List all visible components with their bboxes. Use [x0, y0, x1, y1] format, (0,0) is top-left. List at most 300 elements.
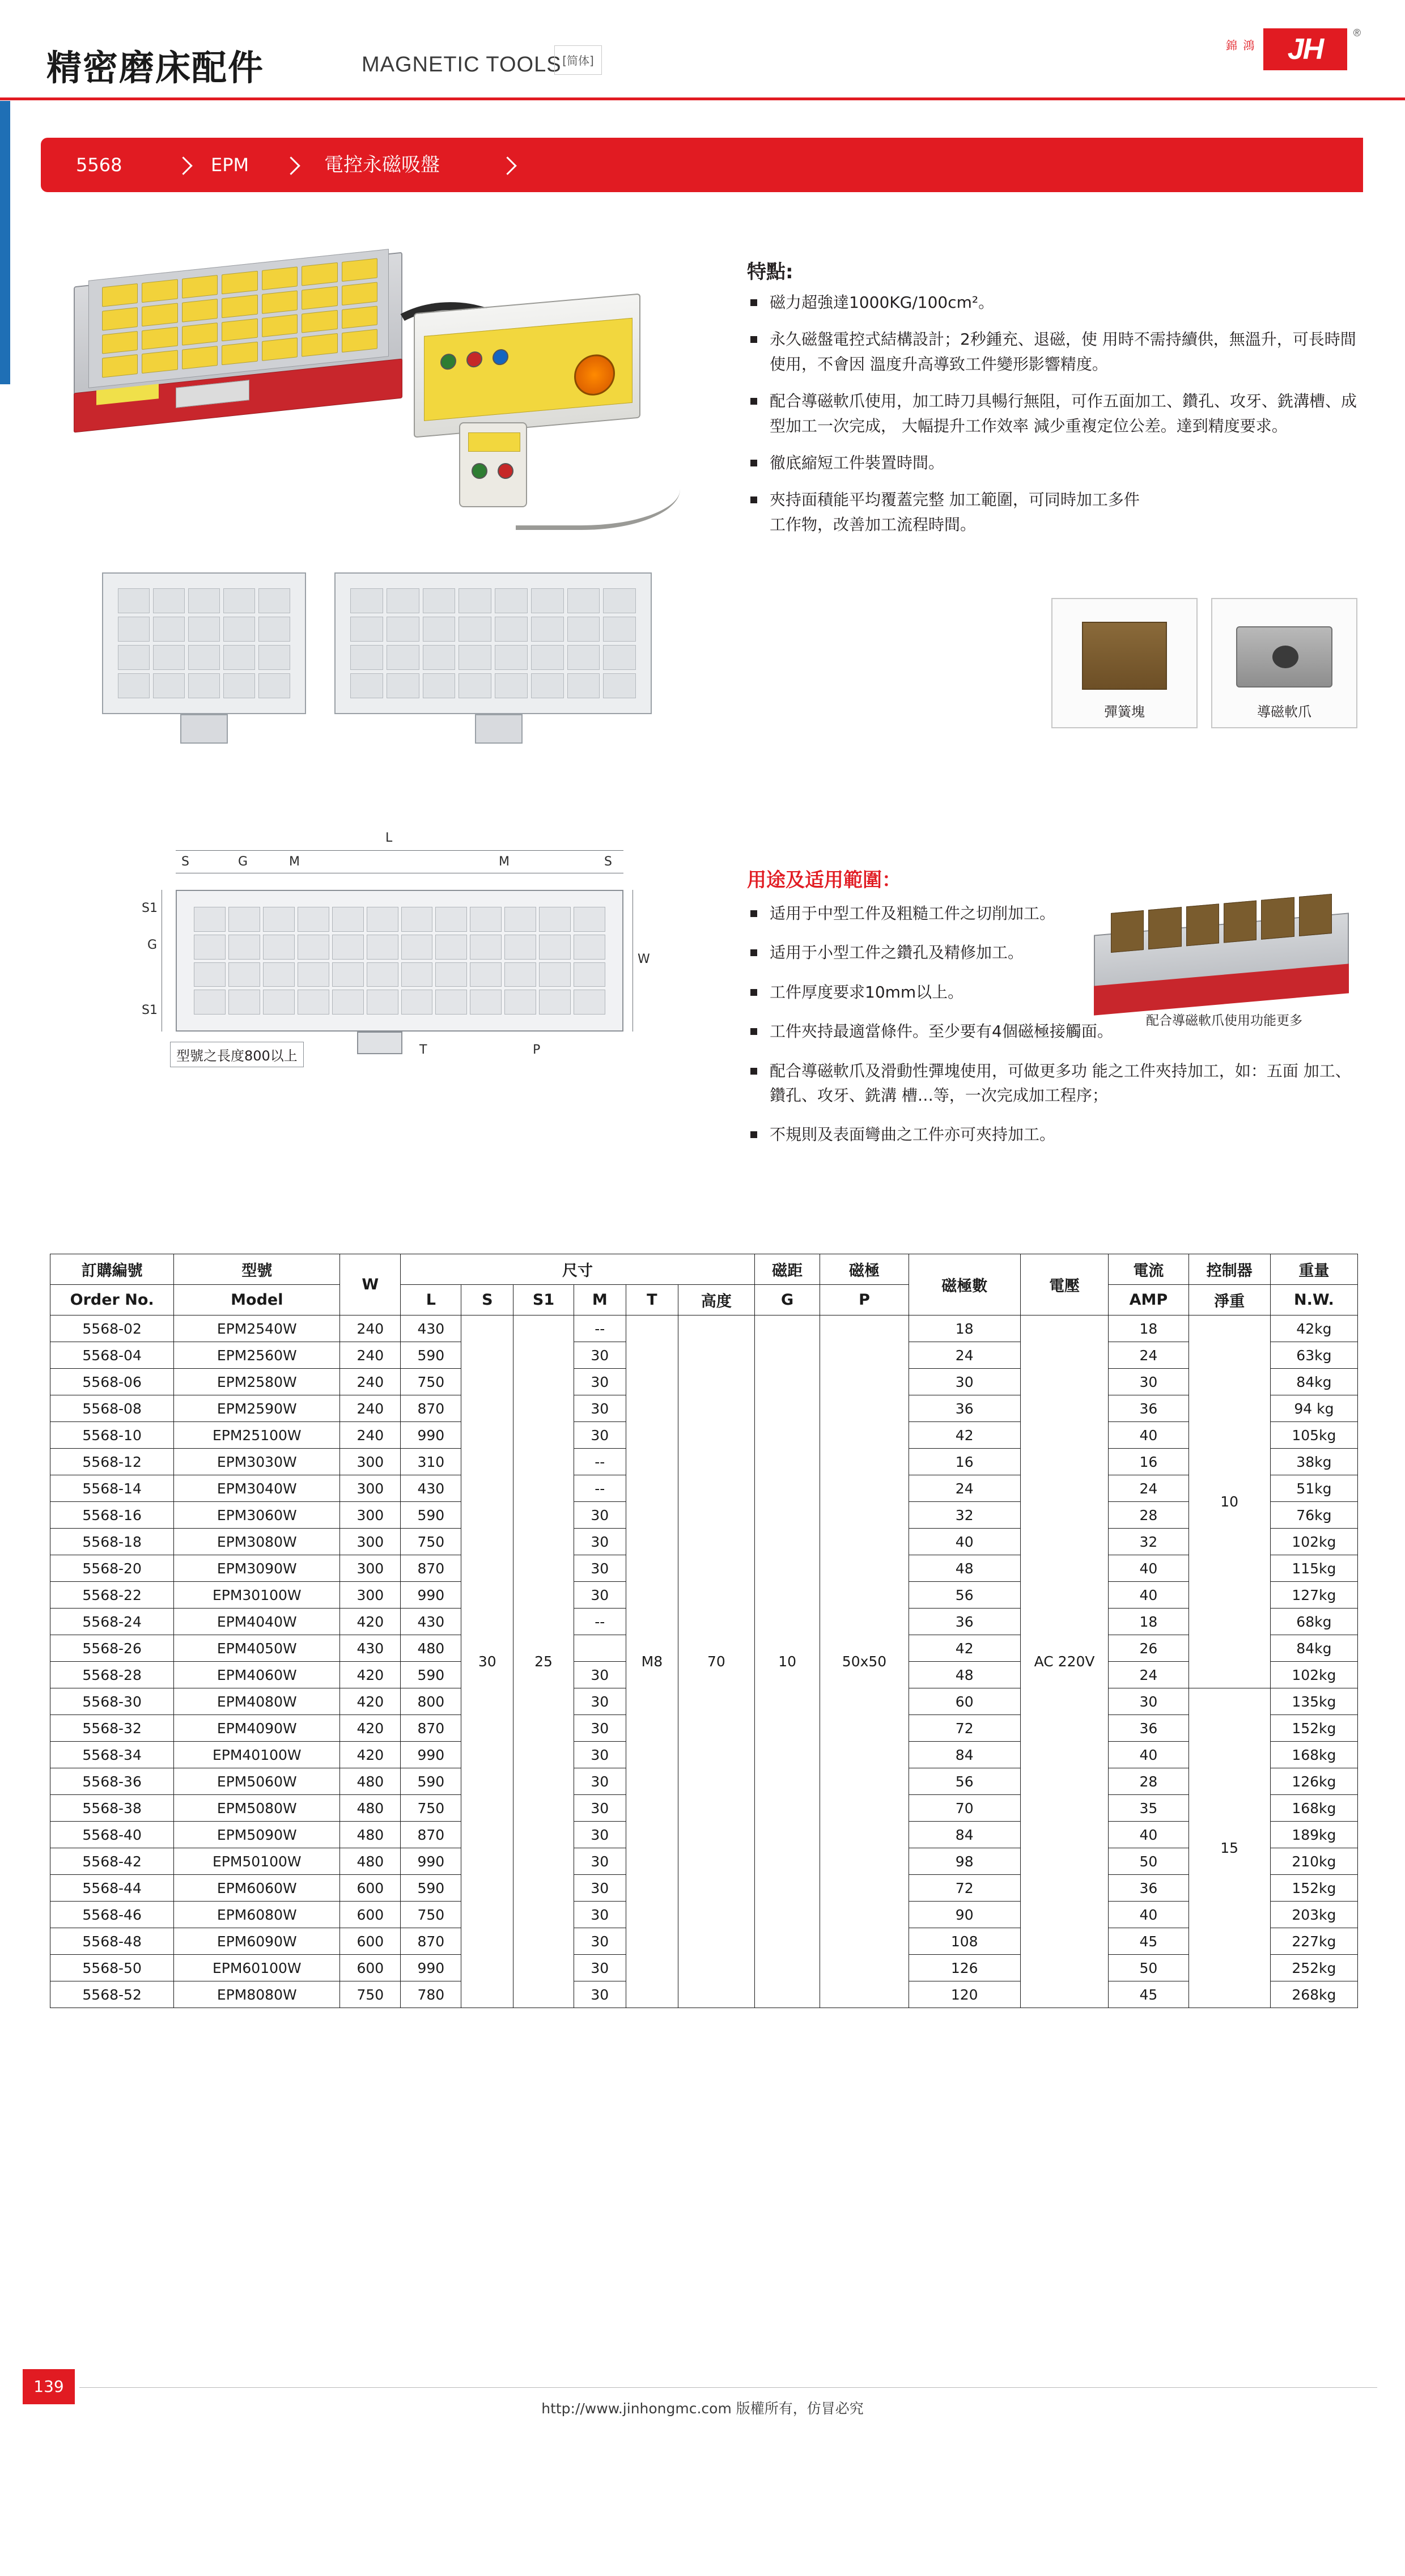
cell-s1-sub: 30 [574, 1582, 626, 1609]
th-model-group: 型號 [174, 1254, 340, 1285]
spring-block-image [1082, 622, 1167, 690]
dimension-label-l: L [385, 831, 393, 845]
th-height: 高度 [678, 1285, 755, 1315]
cell-model: EPM6080W [174, 1902, 340, 1928]
cell-order-no: 5568-38 [50, 1795, 174, 1822]
cell-amp: 40 [1109, 1902, 1188, 1928]
cell-net-weight: 76kg [1270, 1502, 1357, 1529]
cell-l: 990 [401, 1742, 461, 1768]
cell-net-weight: 115kg [1270, 1555, 1357, 1582]
cell-model: EPM8080W [174, 1981, 340, 2008]
cell-s1-sub: -- [574, 1475, 626, 1502]
cell-poles: 24 [909, 1475, 1020, 1502]
footer-divider [79, 2387, 1377, 2388]
cell-s1-sub: 30 [574, 1981, 626, 2008]
cell-order-no: 5568-08 [50, 1395, 174, 1422]
cell-w: 300 [340, 1582, 401, 1609]
drawing-foot [357, 1032, 402, 1054]
cell-g: 10 [754, 1315, 820, 2008]
plate-small [102, 572, 306, 714]
cell-net-weight: 105kg [1270, 1422, 1357, 1449]
header-divider [0, 97, 1405, 100]
cell-w: 600 [340, 1928, 401, 1955]
cell-poles: 108 [909, 1928, 1020, 1955]
cell-l: 430 [401, 1609, 461, 1635]
cell-model: EPM5090W [174, 1822, 340, 1848]
cell-poles: 84 [909, 1742, 1020, 1768]
cell-s1-sub: 30 [574, 1502, 626, 1529]
dimension-label-t: T [419, 1043, 427, 1057]
registered-mark-icon: ® [1353, 27, 1361, 39]
th-current-group: 電流 [1109, 1254, 1188, 1285]
cell-poles: 60 [909, 1688, 1020, 1715]
cell-order-no: 5568-52 [50, 1981, 174, 2008]
breadcrumb-code: 5568 [76, 154, 122, 176]
cell-l: 870 [401, 1555, 461, 1582]
cell-model: EPM40100W [174, 1742, 340, 1768]
cell-l: 750 [401, 1369, 461, 1395]
th-w: W [340, 1254, 401, 1315]
cell-amp: 32 [1109, 1529, 1188, 1555]
cell-net-weight: 127kg [1270, 1582, 1357, 1609]
cell-poles: 48 [909, 1662, 1020, 1688]
cell-w: 240 [340, 1315, 401, 1342]
th-l: L [401, 1285, 461, 1315]
cell-poles: 42 [909, 1635, 1020, 1662]
th-s: S [461, 1285, 513, 1315]
cell-model: EPM2590W [174, 1395, 340, 1422]
cell-model: EPM3060W [174, 1502, 340, 1529]
cell-net-weight: 84kg [1270, 1635, 1357, 1662]
cell-s1: 25 [513, 1315, 574, 2008]
dimension-label-s-right: S [604, 855, 612, 869]
cell-l: 780 [401, 1981, 461, 2008]
cell-model: EPM3040W [174, 1475, 340, 1502]
cell-amp: 18 [1109, 1315, 1188, 1342]
th-controller-group: 控制器 [1188, 1254, 1270, 1285]
side-accent-bar [0, 101, 10, 384]
cell-net-weight: 152kg [1270, 1715, 1357, 1742]
cell-w: 430 [340, 1635, 401, 1662]
cell-l: 750 [401, 1529, 461, 1555]
cell-s1-sub: 30 [574, 1955, 626, 1981]
chevron-right-icon [285, 155, 297, 175]
cell-model: EPM3090W [174, 1555, 340, 1582]
header-title-cn: 精密磨床配件 [46, 47, 265, 88]
cell-poles: 84 [909, 1822, 1020, 1848]
pendant-button-green [472, 463, 487, 479]
cell-poles: 18 [909, 1315, 1020, 1342]
table-row [50, 1315, 1358, 1342]
cell-s1-sub: 30 [574, 1688, 626, 1715]
th-m: M [574, 1285, 626, 1315]
spec-table-wrap [50, 1254, 1358, 2008]
cell-w: 480 [340, 1795, 401, 1822]
cell-l: 590 [401, 1342, 461, 1369]
cell-net-weight: 152kg [1270, 1875, 1357, 1902]
pendant-cord [516, 462, 680, 530]
cell-amp: 28 [1109, 1502, 1188, 1529]
pendant-screen [468, 432, 520, 452]
cell-model: EPM5060W [174, 1768, 340, 1795]
cell-w: 480 [340, 1848, 401, 1875]
th-nw: N.W. [1270, 1285, 1357, 1315]
cell-model: EPM25100W [174, 1422, 340, 1449]
cell-amp: 24 [1109, 1475, 1188, 1502]
cell-poles: 72 [909, 1715, 1020, 1742]
cell-net-weight: 252kg [1270, 1955, 1357, 1981]
pendant-button-red [498, 463, 513, 479]
cell-net-weight: 227kg [1270, 1928, 1357, 1955]
cell-order-no: 5568-04 [50, 1342, 174, 1369]
cell-s1-sub: 30 [574, 1795, 626, 1822]
cell-net-weight: 38kg [1270, 1449, 1357, 1475]
features-title: 特點: [747, 261, 793, 283]
cell-l: 480 [401, 1635, 461, 1662]
controller-button-green [440, 353, 456, 370]
th-p: P [820, 1285, 909, 1315]
cell-w: 600 [340, 1902, 401, 1928]
cell-order-no: 5568-06 [50, 1369, 174, 1395]
cell-s1-sub: 30 [574, 1715, 626, 1742]
cell-s1-sub: 30 [574, 1555, 626, 1582]
accessory-spring-block [1051, 598, 1198, 728]
cell-model: EPM6060W [174, 1875, 340, 1902]
cell-order-no: 5568-26 [50, 1635, 174, 1662]
usage-item: 适用于小型工件之鑽孔及精修加工。 [747, 940, 1365, 965]
drawing-chuck-body [176, 890, 623, 1032]
cell-l: 590 [401, 1875, 461, 1902]
cell-poles: 70 [909, 1795, 1020, 1822]
cell-model: EPM50100W [174, 1848, 340, 1875]
cell-poles: 120 [909, 1981, 1020, 2008]
cell-w: 240 [340, 1422, 401, 1449]
cell-s1-sub: 30 [574, 1848, 626, 1875]
cell-w: 420 [340, 1688, 401, 1715]
cell-s1-sub: 30 [574, 1742, 626, 1768]
cell-w: 300 [340, 1449, 401, 1475]
cell-poles: 42 [909, 1422, 1020, 1449]
cell-model: EPM4090W [174, 1715, 340, 1742]
cell-model: EPM5080W [174, 1795, 340, 1822]
header-title-en: MAGNETIC TOOLS [362, 53, 562, 77]
usage-title: 用途及适用範圍： [747, 869, 901, 892]
accessory-soft-jaw [1211, 598, 1357, 728]
cell-amp: 50 [1109, 1848, 1188, 1875]
cell-s1-sub [574, 1635, 626, 1662]
th-t: T [626, 1285, 678, 1315]
cell-order-no: 5568-10 [50, 1422, 174, 1449]
cell-model: EPM2560W [174, 1342, 340, 1369]
cell-poles: 40 [909, 1529, 1020, 1555]
cell-order-no: 5568-22 [50, 1582, 174, 1609]
cell-l: 990 [401, 1422, 461, 1449]
product-plate-views [85, 572, 669, 776]
cell-s1-sub: 30 [574, 1529, 626, 1555]
cell-l: 870 [401, 1715, 461, 1742]
cell-s1-sub: 30 [574, 1822, 626, 1848]
cell-model: EPM3030W [174, 1449, 340, 1475]
cell-net-weight: 203kg [1270, 1902, 1357, 1928]
cell-model: EPM4060W [174, 1662, 340, 1688]
th-g: G [754, 1285, 820, 1315]
cell-net-weight: 51kg [1270, 1475, 1357, 1502]
th-weight-group: 重量 [1270, 1254, 1357, 1285]
cell-order-no: 5568-16 [50, 1502, 174, 1529]
cell-order-no: 5568-14 [50, 1475, 174, 1502]
cell-l: 590 [401, 1662, 461, 1688]
cell-net-weight: 168kg [1270, 1795, 1357, 1822]
th-s1: S1 [513, 1285, 574, 1315]
usage-item: 工件厚度要求10mm以上。 [747, 980, 1365, 1004]
cell-net-weight: 268kg [1270, 1981, 1357, 2008]
cell-net-weight: 68kg [1270, 1609, 1357, 1635]
cell-net-weight: 102kg [1270, 1529, 1357, 1555]
cell-s1-sub: 30 [574, 1902, 626, 1928]
cell-t: 70 [678, 1315, 755, 2008]
usage-item: 适用于中型工件及粗糙工件之切削加工。 [747, 901, 1365, 926]
cell-amp: 24 [1109, 1342, 1188, 1369]
cell-order-no: 5568-36 [50, 1768, 174, 1795]
cell-s1-sub: -- [574, 1315, 626, 1342]
cell-amp: 28 [1109, 1768, 1188, 1795]
cell-order-no: 5568-12 [50, 1449, 174, 1475]
cell-model: EPM4080W [174, 1688, 340, 1715]
cell-order-no: 5568-40 [50, 1822, 174, 1848]
cell-l: 590 [401, 1768, 461, 1795]
cell-m: M8 [626, 1315, 678, 2008]
cell-model: EPM3080W [174, 1529, 340, 1555]
cell-model: EPM6090W [174, 1928, 340, 1955]
th-order-no: Order No. [50, 1285, 174, 1315]
footer-copyright: http://www.jinhongmc.com 版權所有，仿冒必究 [541, 2400, 864, 2417]
cell-net-weight: 102kg [1270, 1662, 1357, 1688]
accessory-photos [1051, 598, 1369, 762]
cell-poles: 90 [909, 1902, 1020, 1928]
cell-poles: 16 [909, 1449, 1020, 1475]
cell-s1-sub: -- [574, 1609, 626, 1635]
cell-l: 590 [401, 1502, 461, 1529]
cell-w: 480 [340, 1822, 401, 1848]
cell-amp: 40 [1109, 1555, 1188, 1582]
cell-s1-sub: 30 [574, 1422, 626, 1449]
cell-order-no: 5568-34 [50, 1742, 174, 1768]
cell-s1-sub: -- [574, 1449, 626, 1475]
cell-model: EPM2540W [174, 1315, 340, 1342]
cell-w: 420 [340, 1662, 401, 1688]
cell-poles: 98 [909, 1848, 1020, 1875]
cell-model: EPM4050W [174, 1635, 340, 1662]
cell-model: EPM30100W [174, 1582, 340, 1609]
cell-model: EPM4040W [174, 1609, 340, 1635]
th-gap-group: 磁距 [754, 1254, 820, 1285]
accessory-caption: 彈簧塊 [1104, 704, 1145, 720]
th-order-group: 訂購編號 [50, 1254, 174, 1285]
dimension-label-m2: M [499, 855, 510, 869]
cell-net-weight: 168kg [1270, 1742, 1357, 1768]
cell-amp: 24 [1109, 1662, 1188, 1688]
cell-controller: 15 [1188, 1688, 1270, 2008]
cell-poles: 32 [909, 1502, 1020, 1529]
th-voltage: 電壓 [1020, 1254, 1108, 1315]
accessory-caption: 導磁軟爪 [1257, 704, 1311, 720]
th-model: Model [174, 1285, 340, 1315]
cell-order-no: 5568-24 [50, 1609, 174, 1635]
cell-poles: 56 [909, 1768, 1020, 1795]
cell-amp: 30 [1109, 1369, 1188, 1395]
cell-net-weight: 135kg [1270, 1688, 1357, 1715]
cell-poles: 126 [909, 1955, 1020, 1981]
cell-order-no: 5568-44 [50, 1875, 174, 1902]
cell-l: 430 [401, 1475, 461, 1502]
cell-model: EPM60100W [174, 1955, 340, 1981]
brand-logo-mark: JH [1263, 28, 1347, 70]
usage-item: 工件夾持最適當條件。至少要有4個磁極接觸面。 [747, 1019, 1365, 1043]
application-caption: 配合導磁軟爪使用功能更多 [1146, 1013, 1302, 1028]
cell-w: 600 [340, 1955, 401, 1981]
cell-w: 420 [340, 1715, 401, 1742]
plate-large-foot [475, 714, 523, 744]
feature-item: 配合導磁軟爪使用，加工時刀具暢行無阻，可作五面加工、鑽孔、攻牙、銑溝槽、成型加工一次完成， 大幅提升工作效率 減少重複定位公差。達到精度要求。 [747, 389, 1365, 438]
cell-order-no: 5568-30 [50, 1688, 174, 1715]
cell-order-no: 5568-18 [50, 1529, 174, 1555]
cell-poles: 24 [909, 1342, 1020, 1369]
cell-model: EPM2580W [174, 1369, 340, 1395]
cell-order-no: 5568-50 [50, 1955, 174, 1981]
cell-controller: 10 [1188, 1315, 1270, 1688]
dimension-label-w: W [638, 952, 650, 966]
cell-amp: 16 [1109, 1449, 1188, 1475]
feature-item: 磁力超強達1000KG/100cm²。 [747, 290, 1365, 315]
table-header-row-1 [50, 1254, 1358, 1285]
spec-table-body [50, 1315, 1358, 2008]
cell-poles: 48 [909, 1555, 1020, 1582]
product-photo-main [62, 235, 689, 519]
table-header-row-2 [50, 1285, 1358, 1315]
dimension-label-m1: M [289, 855, 300, 869]
feature-item: 夾持面積能平均覆蓋完整 加工範圍，可同時加工多件工作物，改善加工流程時間。 [747, 487, 1144, 537]
soft-jaw-image [1236, 626, 1332, 688]
cell-l: 990 [401, 1582, 461, 1609]
cell-w: 240 [340, 1342, 401, 1369]
dimension-label-s1-top: S1 [142, 901, 158, 915]
cell-s1-sub: 30 [574, 1395, 626, 1422]
page-header [0, 0, 1405, 108]
dimension-label-g-left: G [147, 938, 158, 952]
plate-small-foot [180, 714, 228, 744]
cell-order-no: 5568-46 [50, 1902, 174, 1928]
cell-amp: 30 [1109, 1688, 1188, 1715]
dimension-label-s1-bottom: S1 [142, 1003, 158, 1017]
cell-poles: 56 [909, 1582, 1020, 1609]
usage-item: 不規則及表面彎曲之工件亦可夾持加工。 [747, 1122, 1365, 1147]
dimension-line-l [176, 850, 623, 851]
cell-p: 50x50 [820, 1315, 909, 2008]
controller-knob [574, 353, 615, 397]
dimension-label-s: S [181, 855, 189, 869]
cell-amp: 40 [1109, 1742, 1188, 1768]
cell-amp: 26 [1109, 1635, 1188, 1662]
language-badge: [简体] [554, 45, 602, 75]
brand-logo [1226, 27, 1361, 76]
breadcrumb-series: EPM [211, 154, 249, 176]
cell-s: 30 [461, 1315, 513, 2008]
cell-l: 870 [401, 1395, 461, 1422]
brand-logo-cn: 錦 鴻 [1226, 39, 1256, 52]
cell-w: 480 [340, 1768, 401, 1795]
chevron-right-icon [177, 155, 189, 175]
cell-s1-sub: 30 [574, 1928, 626, 1955]
cell-w: 240 [340, 1369, 401, 1395]
cell-net-weight: 94 kg [1270, 1395, 1357, 1422]
plate-large [334, 572, 652, 714]
cell-l: 870 [401, 1928, 461, 1955]
cell-order-no: 5568-02 [50, 1315, 174, 1342]
cell-amp: 35 [1109, 1795, 1188, 1822]
cell-net-weight: 42kg [1270, 1315, 1357, 1342]
cell-amp: 45 [1109, 1981, 1188, 2008]
cell-l: 430 [401, 1315, 461, 1342]
usage-item: 配合導磁軟爪及滑動性彈塊使用，可做更多功 能之工件夾持加工，如：五面 加工、鑽孔、攻牙、銑溝 槽…等，一次完成加工程序； [747, 1059, 1365, 1108]
cell-net-weight: 126kg [1270, 1768, 1357, 1795]
cell-net-weight: 189kg [1270, 1822, 1357, 1848]
cell-net-weight: 210kg [1270, 1848, 1357, 1875]
cell-w: 600 [340, 1875, 401, 1902]
cell-l: 990 [401, 1955, 461, 1981]
cell-s1-sub: 30 [574, 1342, 626, 1369]
breadcrumb [41, 138, 1363, 192]
cell-w: 300 [340, 1555, 401, 1582]
cell-l: 750 [401, 1795, 461, 1822]
cell-poles: 72 [909, 1875, 1020, 1902]
dimension-label-g: G [238, 855, 248, 869]
th-size-group: 尺寸 [401, 1254, 754, 1285]
cell-order-no: 5568-42 [50, 1848, 174, 1875]
cell-l: 310 [401, 1449, 461, 1475]
cell-w: 420 [340, 1742, 401, 1768]
cell-l: 800 [401, 1688, 461, 1715]
controller-face [424, 318, 633, 421]
cell-l: 990 [401, 1848, 461, 1875]
dimension-drawing [68, 816, 669, 1083]
cell-l: 750 [401, 1902, 461, 1928]
cell-order-no: 5568-32 [50, 1715, 174, 1742]
cell-amp: 36 [1109, 1395, 1188, 1422]
chevron-right-icon [501, 155, 513, 175]
cell-poles: 30 [909, 1369, 1020, 1395]
cell-amp: 36 [1109, 1875, 1188, 1902]
dimension-label-p: P [533, 1043, 541, 1057]
th-net-weight: 淨重 [1188, 1285, 1270, 1315]
cell-amp: 40 [1109, 1422, 1188, 1449]
application-photo [1088, 884, 1360, 1032]
cell-net-weight: 63kg [1270, 1342, 1357, 1369]
cell-s1-sub: 30 [574, 1369, 626, 1395]
cell-amp: 45 [1109, 1928, 1188, 1955]
cell-w: 420 [340, 1609, 401, 1635]
page-footer [0, 2369, 1405, 2437]
cell-w: 300 [340, 1475, 401, 1502]
cell-net-weight: 84kg [1270, 1369, 1357, 1395]
controller-unit [414, 294, 640, 438]
controller-button-red [466, 351, 482, 368]
page-number: 139 [23, 2369, 75, 2404]
cell-voltage: AC 220V [1020, 1315, 1108, 2008]
cell-amp: 36 [1109, 1715, 1188, 1742]
controller-button-blue [493, 349, 508, 366]
drawing-note: 型號之長度800以上 [170, 1042, 304, 1067]
cell-s1-sub: 30 [574, 1875, 626, 1902]
